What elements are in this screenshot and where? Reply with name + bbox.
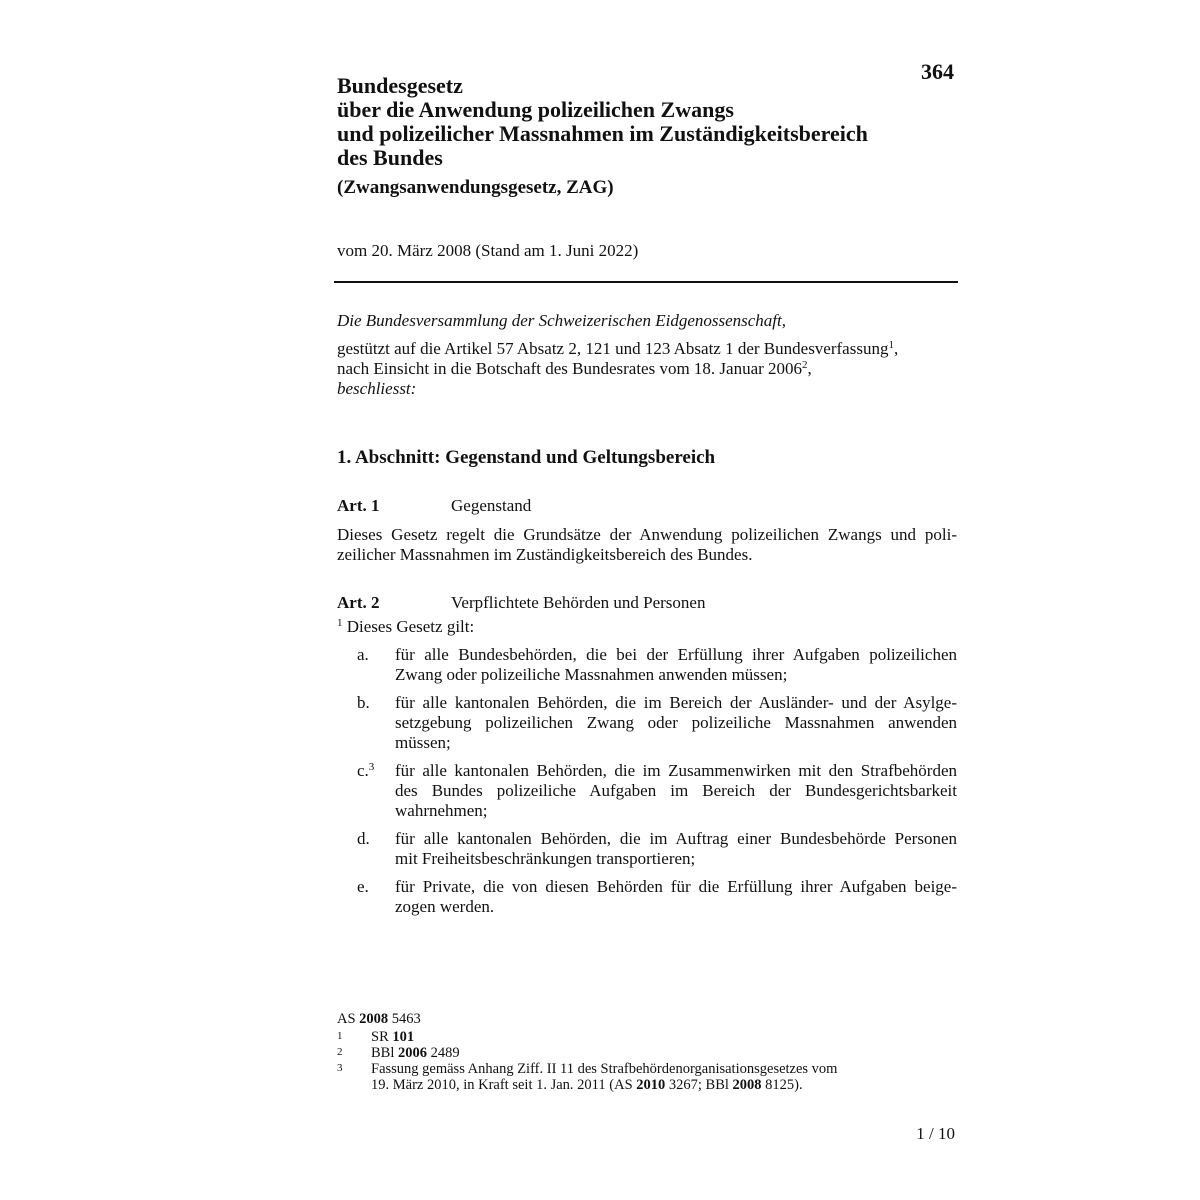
section-heading: 1. Abschnitt: Gegenstand und Geltungsbereich bbox=[337, 447, 716, 468]
footnote: 3 Fassung gemäss Anhang Ziff. II 11 des Strafbehördenorganisationsgesetzes vom 19. März 2010, in Kraft seit 1. Jan. 2011 (AS 2010 3267; BBl 2008 8125). bbox=[337, 1061, 838, 1093]
article-2 bbox=[337, 593, 957, 917]
list-item bbox=[337, 693, 957, 753]
article-title: Gegenstand bbox=[451, 496, 532, 515]
item-content: für alle kantonalen Behörden, die im Bereich der Ausländer- und der Asylge- setzgebung polizeilichen Zwang oder polizeiliche Massnahmen anwenden müssen; bbox=[395, 693, 957, 752]
footnote-ref[interactable]: 1 bbox=[888, 339, 894, 351]
item-letter: e. bbox=[357, 877, 369, 896]
preamble-decides: beschliesst: bbox=[337, 379, 417, 398]
article-body bbox=[337, 525, 957, 565]
item-letter: d. bbox=[357, 829, 370, 848]
preamble-basis: gestützt auf die Artikel 57 Absatz 2, 121 und 123 Absatz 1 der Bundesverfassung$^1$, bbox=[337, 339, 899, 358]
official-collection-ref: AS 2008 5463 bbox=[337, 1011, 421, 1027]
body-line: Dieses Gesetz regelt die Grundsätze der Anwendung polizeilichen Zwangs und poli- bbox=[337, 525, 957, 544]
footnote-mark: 3 bbox=[337, 1062, 343, 1074]
list-item bbox=[337, 645, 957, 685]
item-list bbox=[337, 645, 957, 917]
item-letter: a. bbox=[357, 645, 369, 664]
footnote: 1 SR 101 bbox=[337, 1029, 415, 1045]
item-content: für alle Bundesbehörden, die bei der Erfüllung ihrer Aufgaben polizeilichen Zwang oder polizeiliche Massnahmen anwenden müssen; bbox=[395, 645, 957, 684]
article-header bbox=[337, 496, 957, 518]
title-line: über die Anwendung polizeilichen Zwangs bbox=[337, 97, 734, 122]
sr-number: 364 bbox=[921, 59, 954, 84]
paragraph-intro: $^1$ Dieses Gesetz gilt: bbox=[337, 617, 475, 636]
list-item bbox=[337, 829, 957, 869]
preamble-assembly: Die Bundesversammlung der Schweizerischen Eidgenossenschaft, bbox=[337, 311, 786, 330]
footnote-mark: 1 bbox=[337, 1030, 343, 1042]
article-1 bbox=[337, 496, 957, 565]
article-label: Art. 2 bbox=[337, 593, 380, 612]
footnote: 2 BBl 2006 2489 bbox=[337, 1045, 460, 1061]
date-line: vom 20. März 2008 (Stand am 1. Juni 2022) bbox=[337, 241, 639, 260]
title-line: Bundesgesetz bbox=[337, 73, 463, 98]
footnote-mark: 2 bbox=[337, 1046, 343, 1058]
preamble bbox=[337, 311, 957, 399]
article-title: Verpflichtete Behörden und Personen bbox=[451, 593, 706, 612]
page-number: 1 / 10 bbox=[916, 1124, 955, 1143]
short-title: (Zwangsanwendungsgesetz, ZAG) bbox=[337, 177, 614, 198]
footnote-ref[interactable]: 2 bbox=[802, 359, 808, 371]
title-line: und polizeilicher Massnahmen im Zuständigkeitsbereich bbox=[337, 121, 868, 146]
item-content: für alle kantonalen Behörden, die im Zusammenwirken mit den Strafbehörden des Bundes polizeiliche Aufgaben im Bereich der Bundesgerichtsbarkeit wahrnehmen; bbox=[395, 761, 957, 820]
footnote-ref[interactable]: 3 bbox=[368, 761, 375, 773]
footnotes bbox=[337, 1011, 957, 1093]
horizontal-rule bbox=[334, 281, 958, 283]
item-letter: b. bbox=[357, 693, 370, 712]
article-header bbox=[337, 593, 957, 615]
title-line: des Bundes bbox=[337, 145, 443, 170]
item-letter: c.$^3$ bbox=[357, 761, 375, 780]
law-title bbox=[337, 74, 957, 200]
list-item bbox=[337, 761, 957, 821]
paragraph-number: 1 bbox=[337, 617, 343, 629]
body-line: zeilicher Massnahmen im Zuständigkeitsbereich des Bundes. bbox=[337, 545, 753, 564]
item-content: für Private, die von diesen Behörden für die Erfüllung ihrer Aufgaben beige- zogen werden. bbox=[395, 877, 957, 916]
article-label: Art. 1 bbox=[337, 496, 380, 515]
item-content: für alle kantonalen Behörden, die im Auftrag einer Bundesbehörde Personen mit Freiheitsbeschränkungen transportieren; bbox=[395, 829, 957, 868]
preamble-message: nach Einsicht in die Botschaft des Bundesrates vom 18. Januar 2006$^2$, bbox=[337, 359, 812, 378]
list-item bbox=[337, 877, 957, 917]
